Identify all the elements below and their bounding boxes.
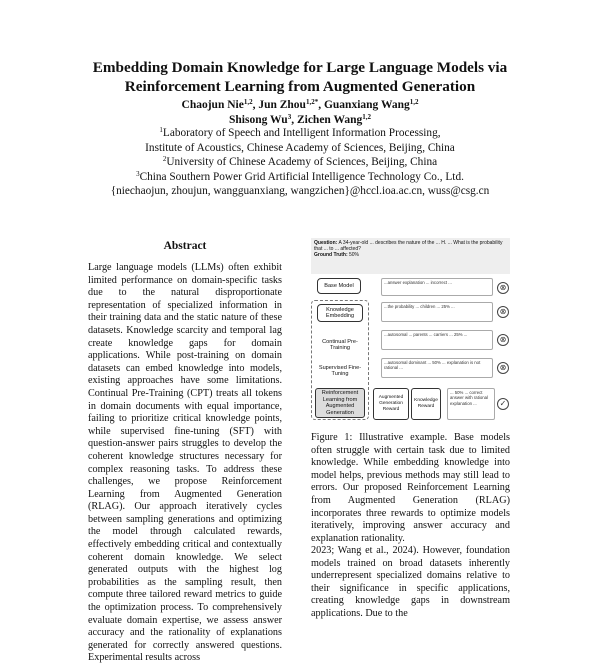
author-name: Jun Zhou	[258, 99, 306, 111]
check-mark-icon: ✓	[497, 398, 509, 410]
knowledge-embedding-box: Knowledge Embedding	[317, 304, 363, 322]
affiliation-line: $^3$China Southern Power Grid Artificial Intelligence Technology Co., Ltd.	[136, 169, 464, 183]
wrong-mark-icon: ⊗	[497, 282, 509, 294]
paper-title	[0, 58, 600, 96]
affiliation-line: $^1$Laboratory of Speech and Intelligent Information Processing,	[159, 126, 441, 139]
figure-caption: Figure 1: Illustrative example. Base models often struggle with certain task due to limited knowledge. While embedding knowledge into model helps, previous methods may still lead to errors. Our proposed Reinforcement Learning from Augmented Generation (RLAG) incorporates three rewards to optimize models iteratively, improving answer accuracy and explanation rationality.	[311, 432, 510, 544]
author-list: Chaojun Nie$^{1,2}$, Jun Zhou$^{1,2*}$, Guanxiang Wang$^{1,2}$ Shisong Wu$^3$, Zichen Wang$^{1,2}$	[181, 98, 419, 126]
wrong-mark-icon: ⊗	[497, 306, 509, 318]
base-model-box: Base Model	[317, 278, 361, 294]
rlag-reward-box: Augmented Generation Reward	[373, 388, 409, 420]
wrong-mark-icon: ⊗	[497, 334, 509, 346]
author-name: Guanxiang Wang	[323, 99, 410, 111]
sft-box: Supervised Fine-Tuning	[315, 362, 365, 380]
email-line: {niechaojun, zhoujun, wangguanxiang, wangzichen}@hccl.ioa.ac.cn, wuss@csg.cn	[110, 185, 490, 198]
title-line-1: Embedding Domain Knowledge for Large Language Models via	[92, 59, 508, 76]
title-line-2: Reinforcement Learning from Augmented Generation	[124, 78, 476, 95]
affiliations	[0, 126, 600, 199]
answer-text-sft: ...autosomal dominant ... 50% ... explanation is not rational ...	[381, 358, 493, 378]
answer-text-rlag: ... 50% ... correct answer with rational explanation ...	[447, 388, 495, 420]
affiliation-line: $^2$University of Chinese Academy of Sciences, Beijing, China	[162, 155, 438, 169]
figure-1	[311, 238, 510, 423]
abstract-body: Large language models (LLMs) often exhibit limited performance on domain-specific tasks due to the natural disproportionate representation of specialized information in their training data and the static nature of these datasets. Knowledge scarcity and temporal lag create knowledge gaps for domain applications. While post-training on domain datasets can embed knowledge into models, existing approaches have some limitations. Continual Pre-Training (CPT) treats all tokens in domain documents with equal importance, failing to prioritize critical knowledge points, while supervised fine-tuning (SFT) with question-answer pairs struggles to develop the coherent knowledge structures necessary for complex reasoning tasks. To address these challenges, we propose Reinforcement Learning from Augmented Generation (RLAG). Our approach iteratively cycles between sampling generations and optimizing the model through calculated rewards, effectively embedding critical and contextually coherent domain knowledge. We select generated outputs with the highest log probabilities as the sampling result, then compute three tailored reward metrics to guide the optimization process. To comprehensively evaluate domain expertise, we assess answer accuracy and the rationality of explanations generated for correctly answered questions. Experimental results across	[88, 262, 282, 664]
author-name: Chaojun Nie	[181, 99, 244, 111]
body-text-col2: 2023; Wang et al., 2024). However, foundation models trained on broad datasets inherently underrepresent specialized domains relative to their significance in specific applications, creating knowledge gaps in downstream applications. Due to the	[311, 545, 510, 619]
cpt-box: Continual Pre-Training	[315, 336, 365, 354]
answer-text-cpt: ...autosomal ... parents ... carriers ... 25% ...	[381, 330, 493, 350]
wrong-mark-icon: ⊗	[497, 362, 509, 374]
answer-text-embedding: ...the probability ... children ... 25% ...	[381, 302, 493, 322]
question-box: Question: A 34-year-old ... describes the nature of the ... H. ... What is the probability that ... to ... affected? Ground Truth: 50%	[311, 238, 510, 274]
author-name: Shisong Wu	[228, 114, 288, 126]
rlag-reward-box: Knowledge Reward	[411, 388, 441, 420]
author-name: Zichen Wang	[296, 114, 363, 126]
abstract-heading: Abstract	[163, 240, 207, 252]
rlag-box: Reinforcement Learning from Augmented Generation	[315, 388, 365, 418]
affiliation-line: Institute of Acoustics, Chinese Academy of Sciences, Beijing, China	[145, 141, 455, 154]
answer-text-base: ...answer explanation ... incorrect ...	[381, 278, 493, 296]
